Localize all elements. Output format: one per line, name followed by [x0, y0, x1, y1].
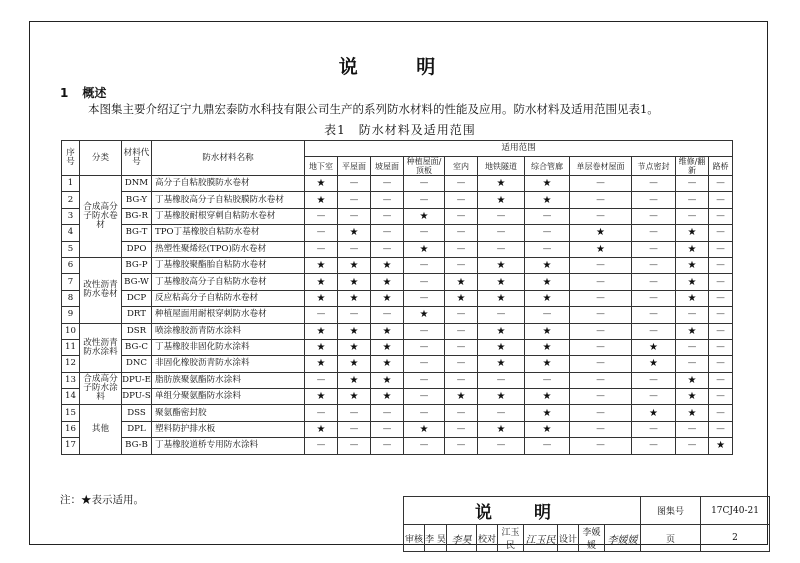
- row-seq: 16: [62, 421, 80, 437]
- scope-mark: ★: [525, 290, 570, 306]
- row-material-name: 丁基橡胶高分子自粘胶膜防水卷材: [152, 192, 305, 208]
- scope-mark: —: [709, 323, 733, 339]
- header-category: 分类: [80, 141, 122, 176]
- scope-mark: ★: [676, 372, 709, 388]
- scope-mark: ★: [404, 307, 445, 323]
- scope-mark: —: [632, 389, 676, 405]
- header-scope-col: 平屋面: [338, 157, 371, 176]
- row-material-name: TPO丁基橡胶自粘防水卷材: [152, 225, 305, 241]
- table-row: [62, 274, 733, 290]
- scope-mark: —: [305, 307, 338, 323]
- scope-mark: —: [445, 438, 478, 454]
- row-code: BG-P: [122, 257, 152, 273]
- scope-mark: —: [709, 339, 733, 355]
- scope-mark: —: [632, 307, 676, 323]
- scope-mark: ★: [371, 257, 404, 273]
- row-code: DPU-S: [122, 389, 152, 405]
- scope-mark: —: [445, 372, 478, 388]
- scope-mark: —: [445, 241, 478, 257]
- row-code: DPO: [122, 241, 152, 257]
- scope-mark: —: [371, 241, 404, 257]
- row-seq: 12: [62, 356, 80, 372]
- row-material-name: 种植屋面用耐根穿刺防水卷材: [152, 307, 305, 323]
- scope-mark: —: [570, 176, 632, 192]
- scope-mark: —: [371, 438, 404, 454]
- scope-mark: ★: [676, 225, 709, 241]
- scope-mark: ★: [338, 257, 371, 273]
- section-title: 概述: [82, 86, 107, 100]
- scope-mark: ★: [404, 241, 445, 257]
- scope-mark: —: [709, 405, 733, 421]
- scope-mark: ★: [305, 389, 338, 405]
- scope-mark: ★: [676, 290, 709, 306]
- scope-mark: ★: [445, 290, 478, 306]
- header-material-name: 防水材料名称: [152, 141, 305, 176]
- page-number: 2: [701, 525, 770, 552]
- scope-mark: ★: [478, 274, 525, 290]
- scope-mark: —: [709, 307, 733, 323]
- row-material-name: 丁基橡胶非固化防水涂料: [152, 339, 305, 355]
- row-material-name: 喷涂橡胶沥青防水涂料: [152, 323, 305, 339]
- scope-mark: —: [371, 225, 404, 241]
- table-row: [62, 290, 733, 306]
- scope-mark: ★: [404, 421, 445, 437]
- scope-mark: —: [445, 421, 478, 437]
- review-name: 李 昊: [425, 525, 447, 552]
- header-scope-col: 节点密封: [632, 157, 676, 176]
- scope-mark: ★: [371, 356, 404, 372]
- scope-mark: ★: [371, 339, 404, 355]
- scope-mark: —: [478, 208, 525, 224]
- scope-mark: —: [305, 405, 338, 421]
- scope-mark: ★: [525, 405, 570, 421]
- scope-mark: —: [445, 225, 478, 241]
- scope-mark: ★: [570, 241, 632, 257]
- header-scope-col: 路桥: [709, 157, 733, 176]
- scope-mark: —: [338, 405, 371, 421]
- design-signature: 李媛媛: [605, 525, 641, 552]
- row-code: BG-R: [122, 208, 152, 224]
- scope-mark: —: [338, 176, 371, 192]
- scope-mark: —: [570, 356, 632, 372]
- scope-mark: ★: [676, 405, 709, 421]
- scope-mark: —: [632, 241, 676, 257]
- check-label: 校对: [477, 525, 498, 552]
- section-heading: [60, 84, 120, 101]
- row-code: DNC: [122, 356, 152, 372]
- title-block-title: 说 明: [404, 497, 641, 525]
- materials-table: [61, 140, 733, 455]
- scope-mark: ★: [709, 438, 733, 454]
- scope-mark: —: [570, 290, 632, 306]
- table-row: [62, 307, 733, 323]
- page-label: 页: [641, 525, 701, 552]
- scope-mark: ★: [676, 241, 709, 257]
- row-category: 合成高分子防水卷材: [80, 176, 122, 258]
- scope-mark: —: [632, 176, 676, 192]
- scope-mark: —: [632, 372, 676, 388]
- scope-mark: —: [338, 421, 371, 437]
- row-seq: 11: [62, 339, 80, 355]
- table-row: [62, 421, 733, 437]
- table-row: [62, 405, 733, 421]
- table-row: [62, 438, 733, 454]
- scope-mark: ★: [478, 339, 525, 355]
- scope-mark: —: [676, 421, 709, 437]
- scope-mark: —: [525, 307, 570, 323]
- table-row: [62, 389, 733, 405]
- section-number: 1: [60, 86, 69, 100]
- scope-mark: —: [404, 274, 445, 290]
- scope-mark: —: [570, 389, 632, 405]
- scope-mark: ★: [338, 356, 371, 372]
- scope-mark: —: [404, 225, 445, 241]
- scope-mark: ★: [445, 389, 478, 405]
- scope-mark: ★: [478, 356, 525, 372]
- scope-mark: —: [338, 307, 371, 323]
- table-row: [62, 356, 733, 372]
- header-scope: 适用范围: [305, 141, 733, 157]
- row-material-name: 塑料防护排水板: [152, 421, 305, 437]
- scope-mark: —: [404, 372, 445, 388]
- scope-mark: —: [305, 208, 338, 224]
- header-code: 材料代号: [122, 141, 152, 176]
- header-scope-col: 地下室: [305, 157, 338, 176]
- scope-mark: —: [478, 307, 525, 323]
- scope-mark: —: [404, 356, 445, 372]
- intro-paragraph: 本图集主要介绍辽宁九鼎宏泰防水科技有限公司生产的系列防水材料的性能及应用。防水材料及适用范围见表1。: [88, 102, 659, 116]
- scope-mark: —: [371, 176, 404, 192]
- row-seq: 14: [62, 389, 80, 405]
- scope-mark: ★: [371, 290, 404, 306]
- scope-mark: —: [445, 339, 478, 355]
- row-category: 其他: [80, 405, 122, 454]
- scope-mark: —: [676, 339, 709, 355]
- scope-mark: —: [525, 225, 570, 241]
- scope-mark: —: [404, 405, 445, 421]
- row-seq: 5: [62, 241, 80, 257]
- row-seq: 1: [62, 176, 80, 192]
- scope-mark: —: [525, 241, 570, 257]
- row-code: BG-C: [122, 339, 152, 355]
- scope-mark: —: [632, 208, 676, 224]
- design-label: 设计: [558, 525, 579, 552]
- scope-mark: ★: [525, 274, 570, 290]
- table-row: [62, 241, 733, 257]
- scope-mark: —: [709, 241, 733, 257]
- header-scope-col: 单层卷材屋面: [570, 157, 632, 176]
- scope-mark: ★: [632, 356, 676, 372]
- scope-mark: ★: [525, 339, 570, 355]
- scope-mark: ★: [338, 339, 371, 355]
- row-material-name: 热塑性聚烯烃(TPO)防水卷材: [152, 241, 305, 257]
- scope-mark: ★: [338, 372, 371, 388]
- scope-mark: —: [338, 192, 371, 208]
- scope-mark: —: [404, 438, 445, 454]
- header-scope-col: 室内: [445, 157, 478, 176]
- scope-mark: ★: [305, 176, 338, 192]
- row-seq: 7: [62, 274, 80, 290]
- row-material-name: 丁基橡胶道桥专用防水涂料: [152, 438, 305, 454]
- row-seq: 6: [62, 257, 80, 273]
- scope-mark: —: [371, 192, 404, 208]
- header-scope-col: 维修/翻新: [676, 157, 709, 176]
- scope-mark: —: [404, 323, 445, 339]
- row-code: BG-T: [122, 225, 152, 241]
- scope-mark: ★: [676, 323, 709, 339]
- scope-mark: —: [632, 421, 676, 437]
- table-row: [62, 208, 733, 224]
- row-seq: 8: [62, 290, 80, 306]
- scope-mark: —: [570, 323, 632, 339]
- table-row: [62, 192, 733, 208]
- scope-mark: ★: [445, 274, 478, 290]
- scope-mark: —: [404, 389, 445, 405]
- scope-mark: —: [632, 192, 676, 208]
- table-row: [62, 372, 733, 388]
- scope-mark: ★: [676, 257, 709, 273]
- scope-mark: —: [709, 372, 733, 388]
- row-seq: 17: [62, 438, 80, 454]
- scope-mark: ★: [338, 323, 371, 339]
- scope-mark: —: [632, 290, 676, 306]
- scope-mark: ★: [338, 389, 371, 405]
- review-label: 审核: [404, 525, 425, 552]
- scope-mark: ★: [478, 192, 525, 208]
- scope-mark: —: [632, 274, 676, 290]
- row-seq: 3: [62, 208, 80, 224]
- row-material-name: 丁基橡胶聚酯胎自粘防水卷材: [152, 257, 305, 273]
- scope-mark: ★: [478, 257, 525, 273]
- row-code: BG-Y: [122, 192, 152, 208]
- scope-mark: —: [478, 225, 525, 241]
- scope-mark: —: [338, 241, 371, 257]
- scope-mark: —: [709, 176, 733, 192]
- scope-mark: —: [709, 421, 733, 437]
- row-code: DPL: [122, 421, 152, 437]
- scope-mark: —: [371, 405, 404, 421]
- row-material-name: 丁基橡胶耐根穿刺自粘防水卷材: [152, 208, 305, 224]
- page-title: 说 明: [338, 56, 462, 78]
- row-material-name: 非固化橡胶沥青防水涂料: [152, 356, 305, 372]
- scope-mark: —: [676, 307, 709, 323]
- table-row: [62, 225, 733, 241]
- scope-mark: ★: [525, 257, 570, 273]
- scope-mark: —: [709, 290, 733, 306]
- scope-mark: ★: [525, 389, 570, 405]
- row-material-name: 丁基橡胶高分子自粘防水卷材: [152, 274, 305, 290]
- scope-mark: ★: [525, 192, 570, 208]
- scope-mark: —: [570, 274, 632, 290]
- scope-mark: —: [404, 176, 445, 192]
- scope-mark: —: [305, 438, 338, 454]
- scope-mark: —: [709, 356, 733, 372]
- scope-mark: ★: [525, 323, 570, 339]
- scope-mark: —: [338, 208, 371, 224]
- scope-mark: ★: [525, 176, 570, 192]
- scope-mark: ★: [371, 372, 404, 388]
- row-material-name: 单组分聚氨酯防水涂料: [152, 389, 305, 405]
- row-seq: 13: [62, 372, 80, 388]
- scope-mark: ★: [676, 389, 709, 405]
- design-name: 李媛媛: [579, 525, 605, 552]
- scope-mark: —: [525, 438, 570, 454]
- scope-mark: ★: [338, 290, 371, 306]
- scope-mark: —: [371, 307, 404, 323]
- scope-mark: —: [404, 339, 445, 355]
- scope-mark: —: [404, 257, 445, 273]
- scope-mark: —: [632, 323, 676, 339]
- scope-mark: ★: [305, 290, 338, 306]
- row-seq: 4: [62, 225, 80, 241]
- scope-mark: —: [709, 257, 733, 273]
- row-seq: 10: [62, 323, 80, 339]
- scope-mark: ★: [371, 274, 404, 290]
- row-code: DCP: [122, 290, 152, 306]
- scope-mark: —: [445, 356, 478, 372]
- scope-mark: —: [632, 438, 676, 454]
- scope-mark: ★: [305, 192, 338, 208]
- scope-mark: —: [570, 405, 632, 421]
- row-code: BG-B: [122, 438, 152, 454]
- scope-mark: —: [478, 241, 525, 257]
- scope-mark: —: [570, 372, 632, 388]
- scope-mark: ★: [632, 339, 676, 355]
- scope-mark: ★: [478, 323, 525, 339]
- scope-mark: —: [709, 208, 733, 224]
- scope-mark: ★: [371, 389, 404, 405]
- scope-mark: ★: [305, 274, 338, 290]
- scope-mark: —: [709, 389, 733, 405]
- atlas-no: 17CJ40-21: [701, 497, 770, 525]
- table-row: [62, 323, 733, 339]
- scope-mark: —: [570, 438, 632, 454]
- table-row: [62, 339, 733, 355]
- scope-mark: ★: [525, 356, 570, 372]
- row-material-name: 高分子自粘胶膜防水卷材: [152, 176, 305, 192]
- scope-mark: —: [445, 257, 478, 273]
- title-block: [403, 496, 770, 552]
- scope-mark: —: [404, 192, 445, 208]
- table-caption: 表1 防水材料及适用范围: [324, 123, 476, 137]
- scope-mark: —: [632, 257, 676, 273]
- scope-mark: —: [570, 307, 632, 323]
- scope-mark: ★: [305, 421, 338, 437]
- scope-mark: —: [570, 192, 632, 208]
- scope-mark: —: [305, 372, 338, 388]
- scope-mark: —: [709, 274, 733, 290]
- scope-mark: ★: [632, 405, 676, 421]
- row-seq: 2: [62, 192, 80, 208]
- table-note: 注：★表示适用。: [60, 494, 144, 506]
- scope-mark: ★: [305, 339, 338, 355]
- row-seq: 15: [62, 405, 80, 421]
- scope-mark: —: [445, 208, 478, 224]
- scope-mark: —: [676, 208, 709, 224]
- row-category: 改性沥青防水涂料: [80, 323, 122, 372]
- atlas-no-label: 图集号: [641, 497, 701, 525]
- scope-mark: ★: [371, 323, 404, 339]
- check-name: 江玉民: [498, 525, 524, 552]
- scope-mark: —: [305, 225, 338, 241]
- row-code: DSR: [122, 323, 152, 339]
- scope-mark: ★: [570, 225, 632, 241]
- scope-mark: —: [709, 225, 733, 241]
- scope-mark: —: [709, 192, 733, 208]
- row-material-name: 脂肪族聚氨酯防水涂料: [152, 372, 305, 388]
- scope-mark: ★: [525, 421, 570, 437]
- row-material-name: 反应粘高分子自粘防水卷材: [152, 290, 305, 306]
- table-row: [62, 257, 733, 273]
- check-signature: 江玉民: [524, 525, 558, 552]
- scope-mark: —: [525, 208, 570, 224]
- scope-mark: —: [445, 307, 478, 323]
- scope-mark: —: [478, 372, 525, 388]
- scope-mark: ★: [478, 290, 525, 306]
- scope-mark: ★: [305, 323, 338, 339]
- scope-mark: —: [478, 438, 525, 454]
- scope-mark: —: [570, 421, 632, 437]
- row-category: 改性沥青防水卷材: [80, 257, 122, 323]
- header-scope-col: 综合管廊: [525, 157, 570, 176]
- scope-mark: —: [445, 176, 478, 192]
- scope-mark: —: [525, 372, 570, 388]
- scope-mark: —: [371, 421, 404, 437]
- scope-mark: ★: [404, 208, 445, 224]
- scope-mark: —: [478, 405, 525, 421]
- scope-mark: —: [305, 241, 338, 257]
- scope-mark: —: [676, 192, 709, 208]
- scope-mark: ★: [338, 274, 371, 290]
- scope-mark: —: [570, 208, 632, 224]
- scope-mark: ★: [478, 421, 525, 437]
- scope-mark: —: [338, 438, 371, 454]
- row-code: DSS: [122, 405, 152, 421]
- scope-mark: —: [445, 323, 478, 339]
- scope-mark: —: [445, 192, 478, 208]
- scope-mark: —: [570, 257, 632, 273]
- header-scope-col: 坡屋面: [371, 157, 404, 176]
- row-code: DRT: [122, 307, 152, 323]
- scope-mark: —: [676, 438, 709, 454]
- scope-mark: ★: [676, 274, 709, 290]
- scope-mark: —: [632, 225, 676, 241]
- row-code: BG-W: [122, 274, 152, 290]
- row-code: DNM: [122, 176, 152, 192]
- scope-mark: ★: [478, 176, 525, 192]
- scope-mark: —: [404, 290, 445, 306]
- row-category: 合成高分子防水涂料: [80, 372, 122, 405]
- row-code: DPU-E: [122, 372, 152, 388]
- scope-mark: —: [371, 208, 404, 224]
- row-seq: 9: [62, 307, 80, 323]
- table-row: [62, 176, 733, 192]
- scope-mark: —: [676, 356, 709, 372]
- review-signature: 李昊: [447, 525, 477, 552]
- header-seq: 序号: [62, 141, 80, 176]
- header-scope-col: 种植屋面/顶板: [404, 157, 445, 176]
- scope-mark: ★: [305, 356, 338, 372]
- scope-mark: ★: [478, 389, 525, 405]
- scope-mark: —: [570, 339, 632, 355]
- scope-mark: ★: [338, 225, 371, 241]
- scope-mark: —: [676, 176, 709, 192]
- row-material-name: 聚氨酯密封胶: [152, 405, 305, 421]
- scope-mark: ★: [305, 257, 338, 273]
- scope-mark: —: [445, 405, 478, 421]
- header-scope-col: 地铁隧道: [478, 157, 525, 176]
